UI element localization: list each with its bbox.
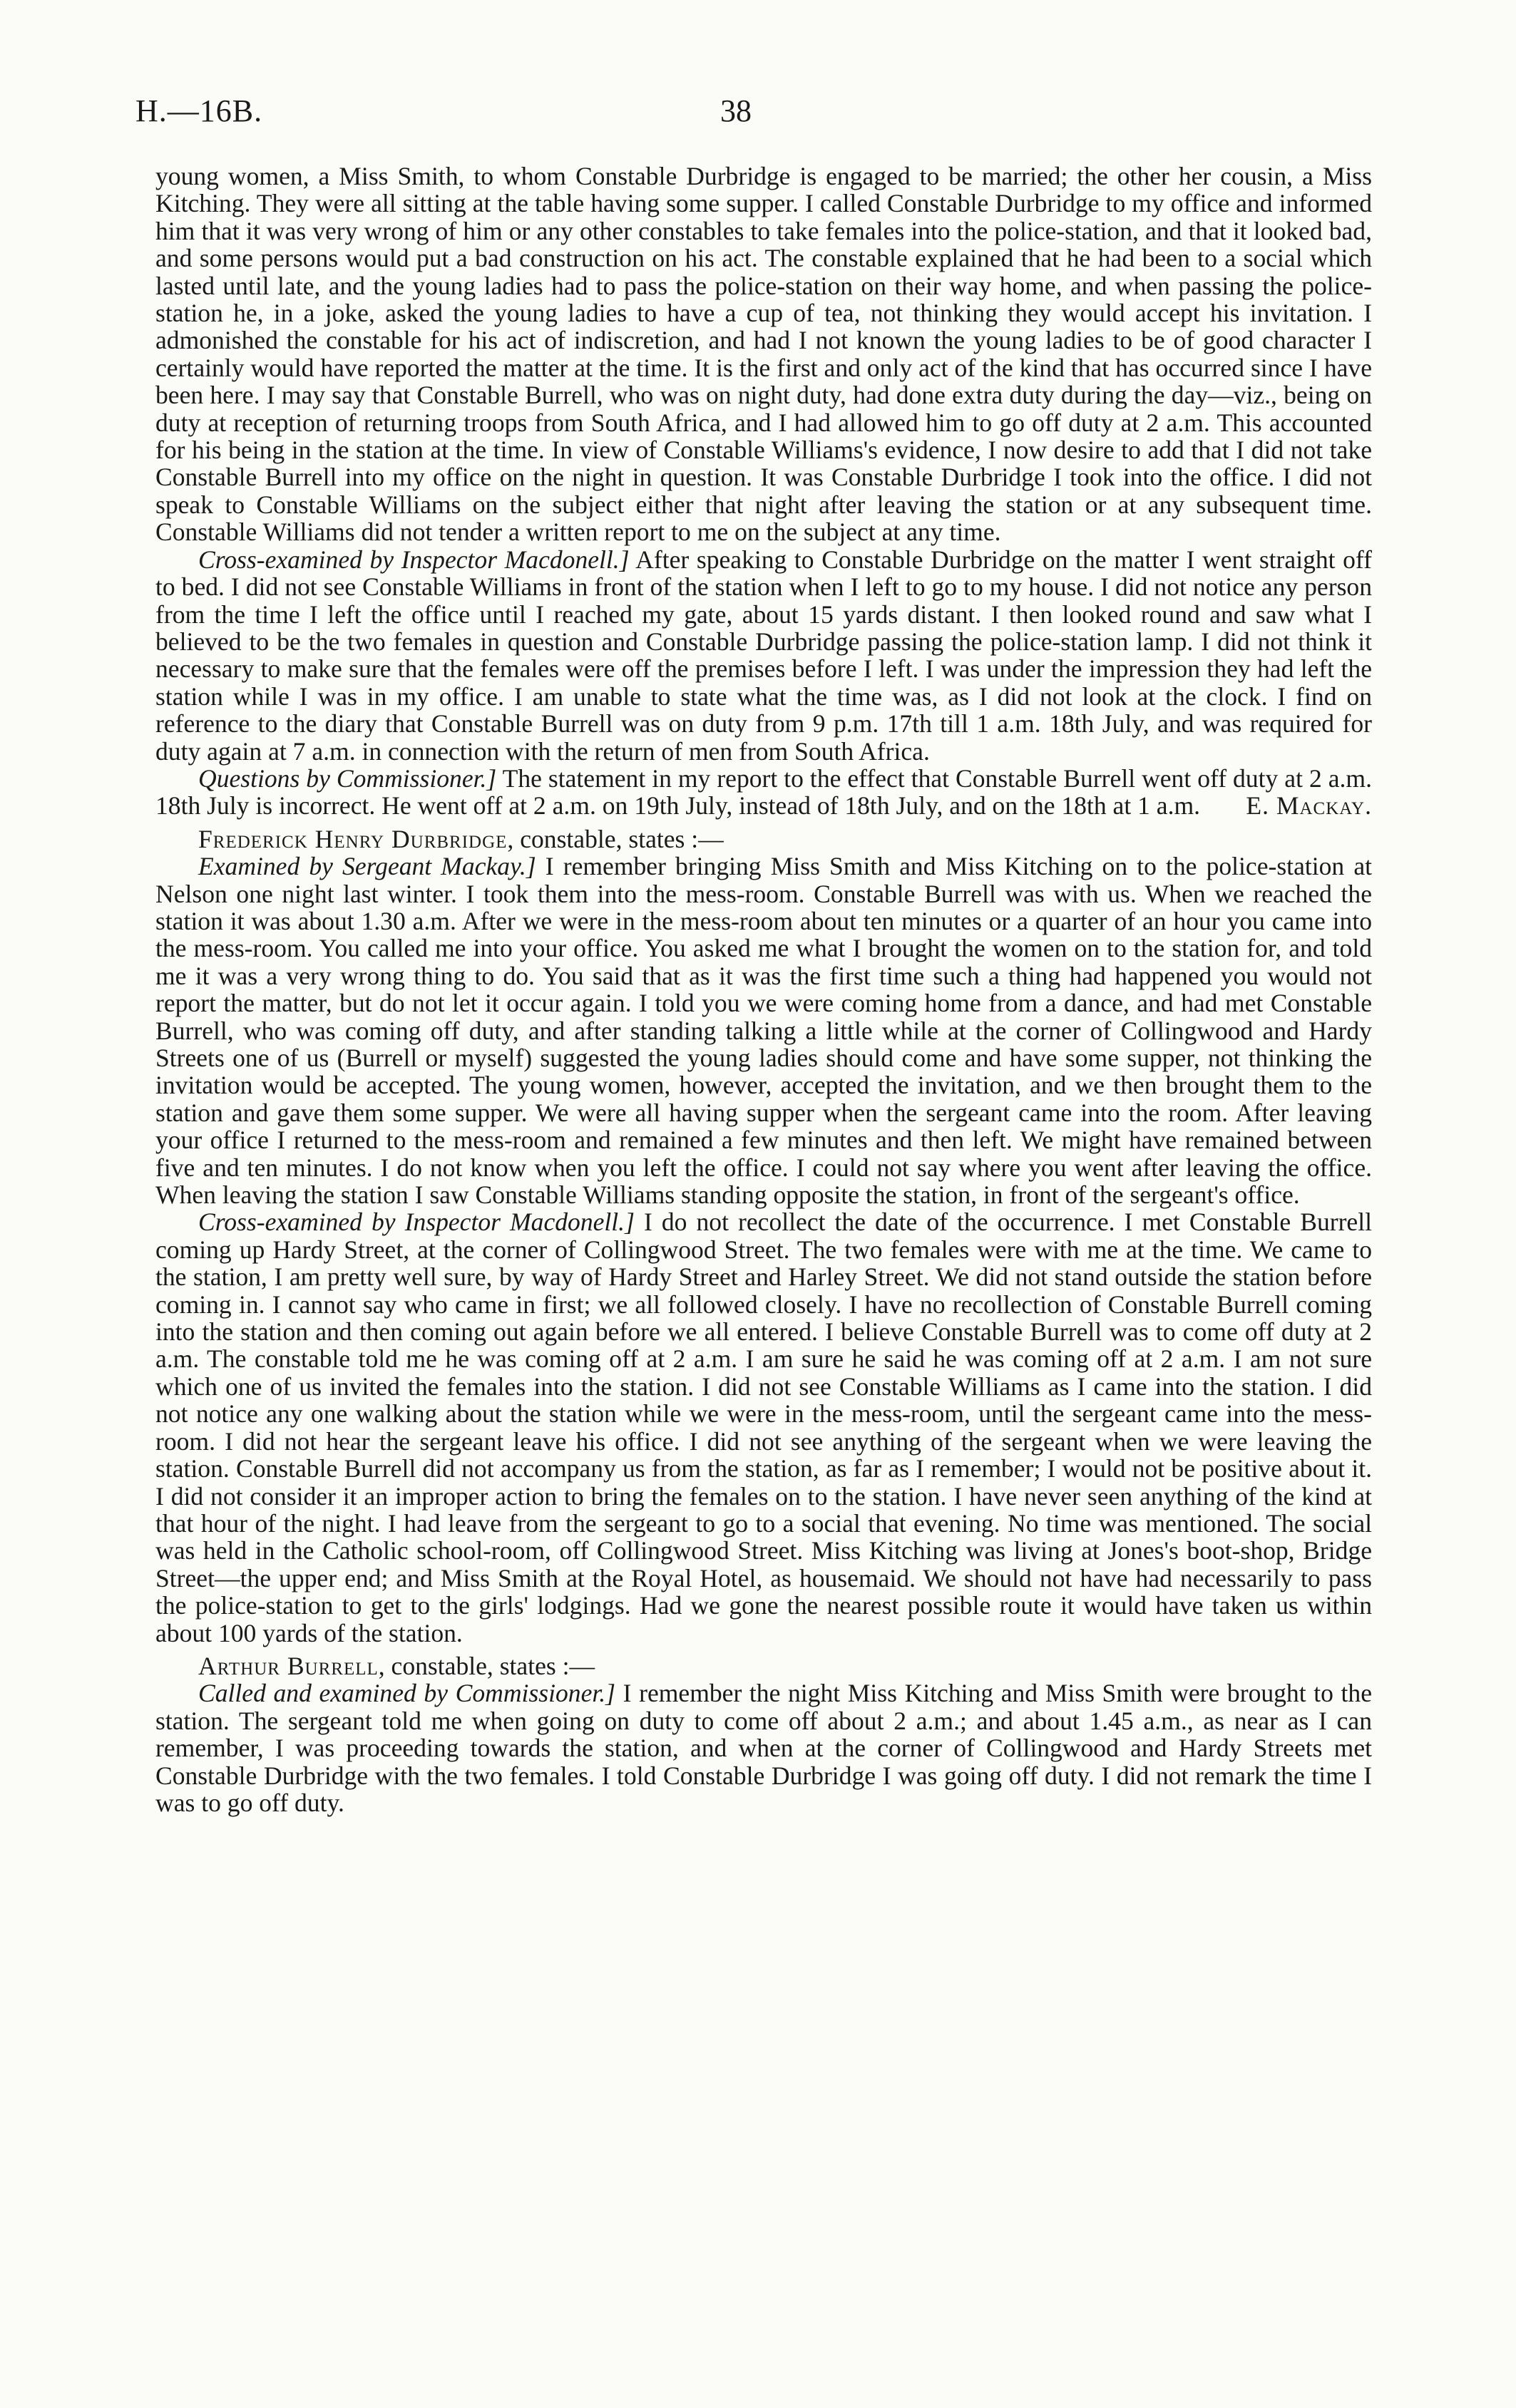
examination-heading: Questions by Commissioner.] [198, 763, 497, 793]
signature: E. Mackay. [1246, 791, 1372, 820]
examination-heading: Examined by Sergeant Mackay.] [198, 852, 536, 881]
witness-heading-rest: , constable, states :— [378, 1651, 595, 1680]
witness-heading [155, 1652, 1372, 1679]
document-body [155, 163, 1372, 1816]
paragraph-text: I remember the night Miss Kitching and Miss Smith were brought to the station. The sergeant told me when going on duty to come off about 2 a.m.; and about 1.45 a.m., as near as I can remember, I was proceeding towards the station, and when at the corner of Collingwood and Hardy Streets met Constable Durbridge with the two females. I told Constable Durbridge I was going off duty. I did not remark the time I was to go off duty. [155, 1679, 1372, 1817]
document-code: H.—16B. [135, 93, 263, 128]
paragraph [155, 765, 1372, 820]
witness-name: Arthur Burrell [198, 1651, 379, 1680]
page-number: 38 [720, 93, 752, 128]
witness-heading [155, 825, 1372, 853]
paragraph: young women, a Miss Smith, to whom Constable Durbridge is engaged to be married; the other her cousin, a Miss Kitching. They were all sitting at the table having some supper. I called Constable Durbridge to my office and informed him that it was very wrong of him or any other constables to take females into the police-station, and that it looked bad, and some persons would put a bad construction on his act. The constable explained that he had been to a social which lasted until late, and the young ladies had to pass the police-station on their way home, and when passing the police-station he, in a joke, asked the young ladies to have a cup of tea, not thinking they would accept his invitation. I admonished the constable for his act of indiscretion, and had I not known the young ladies to be of good character I certainly would have reported the matter at the time. It is the first and only act of the kind that has occurred since I have been here. I may say that Constable Burrell, who was on night duty, had done extra duty during the day—viz., being on duty at reception of returning troops from South Africa, and I had allowed him to go off duty at 2 a.m. This accounted for his being in the station at the time. In view of Constable Williams's evidence, I now desire to add that I did not take Constable Burrell into my office on the night in question. It was Constable Durbridge I took into the office. I did not speak to Constable Williams on the subject either that night after leaving the station or at any subsequent time. Constable Williams did not tender a written report to me on the subject at any time. [155, 162, 1372, 547]
witness-name: Frederick Henry Durbridge [198, 824, 508, 853]
paragraph [155, 853, 1372, 1208]
paragraph-text: After speaking to Constable Durbridge on the matter I went straight off to bed. I did not see Constable Williams in front of the station when I left to go to my house. I did not notice any person from the time I left the office until I reached my gate, about 15 yards distant. I then looked round and saw what I believed to be the two females in question and Constable Durbridge passing the police-station lamp. I did not think it necessary to make sure that the females were off the premises before I left. I was under the impression they had left the station while I was in my office. I am unable to state what the time was, as I did not look at the clock. I find on reference to the diary that Constable Burrell was on duty from 9 p.m. 17th till 1 a.m. 18th July, and was required for duty again at 7 a.m. in connection with the return of men from South Africa. [155, 545, 1372, 766]
paragraph-text: I remember bringing Miss Smith and Miss Kitching on to the police-station at Nelson one night last winter. I took them into the mess-room. Constable Burrell was with us. When we reached the station it was about 1.30 a.m. After we were in the mess-room about ten minutes or a quarter of an hour you came into the mess-room. You called me into your office. You asked me what I brought the women on to the station for, and told me it was a very wrong thing to do. You said that as it was the first time such a thing had happened you would not report the matter, but do not let it occur again. I told you we were coming home from a dance, and had met Constable Burrell, who was coming off duty, and after standing talking a little while at the corner of Collingwood and Hardy Streets one of us (Burrell or myself) suggested the young ladies should come and have some supper, not thinking the invitation would be accepted. The young women, however, accepted the invitation, and we then brought them to the station and gave them some supper. We were all having supper when the sergeant came into the room. After leaving your office I returned to the mess-room and remained a few minutes and then left. We might have remained between five and ten minutes. I do not know when you left the office. I could not say where you went after leaving the office. When leaving the station I saw Constable Williams standing opposite the station, in front of the sergeant's office. [155, 852, 1372, 1210]
paragraph-text: I do not recollect the date of the occurrence. I met Constable Burrell coming up Hardy Street, at the corner of Collingwood Street. The two females were with me at the time. We came to the station, I am pretty well sure, by way of Hardy Street and Harley Street. We did not stand outside the station before coming in. I cannot say who came in first; we all followed closely. I have no recollection of Constable Burrell coming into the station and then coming out again before we all entered. I believe Constable Burrell was to come off duty at 2 a.m. The constable told me he was coming off at 2 a.m. I am sure he said he was coming off at 2 a.m. I am not sure which one of us invited the females into the station. I did not see Constable Williams as I came into the station. I did not notice any one walking about the station while we were in the mess-room, until the sergeant came into the mess-room. I did not hear the sergeant leave his office. I did not see anything of the sergeant when we were leaving the station. Constable Burrell did not accompany us from the station, as far as I remember; I would not be positive about it. I did not consider it an improper action to bring the females on to the station. I have never seen anything of the kind at that hour of the night. I had leave from the sergeant to go to a social that evening. No time was mentioned. The social was held in the Catholic school-room, off Collingwood Street. Miss Kitching was living at Jones's boot-shop, Bridge Street—the upper end; and Miss Smith at the Royal Hotel, as housemaid. We should not have had necessarily to pass the police-station to get to the girls' lodgings. Had we gone the nearest possible route it would have taken us within about 100 yards of the station. [155, 1208, 1372, 1647]
examination-heading: Cross-examined by Inspector Macdonell.] [198, 545, 630, 574]
page-header [135, 93, 1369, 135]
witness-heading-rest: , constable, states :— [507, 824, 724, 853]
paragraph [155, 546, 1372, 765]
examination-heading: Called and examined by Commissioner.] [198, 1679, 615, 1708]
paragraph-text: The statement in my report to the effect that Constable Burrell went off duty at 2 a.m. 18th July is incorrect. He went off at 2 a.m. on 19th July, instead of 18th July, and on the 18th at 1 a.m. [155, 763, 1372, 820]
examination-heading: Cross-examined by Inspector Macdonell.] [198, 1208, 635, 1237]
paragraph [155, 1679, 1372, 1816]
paragraph [155, 1208, 1372, 1647]
